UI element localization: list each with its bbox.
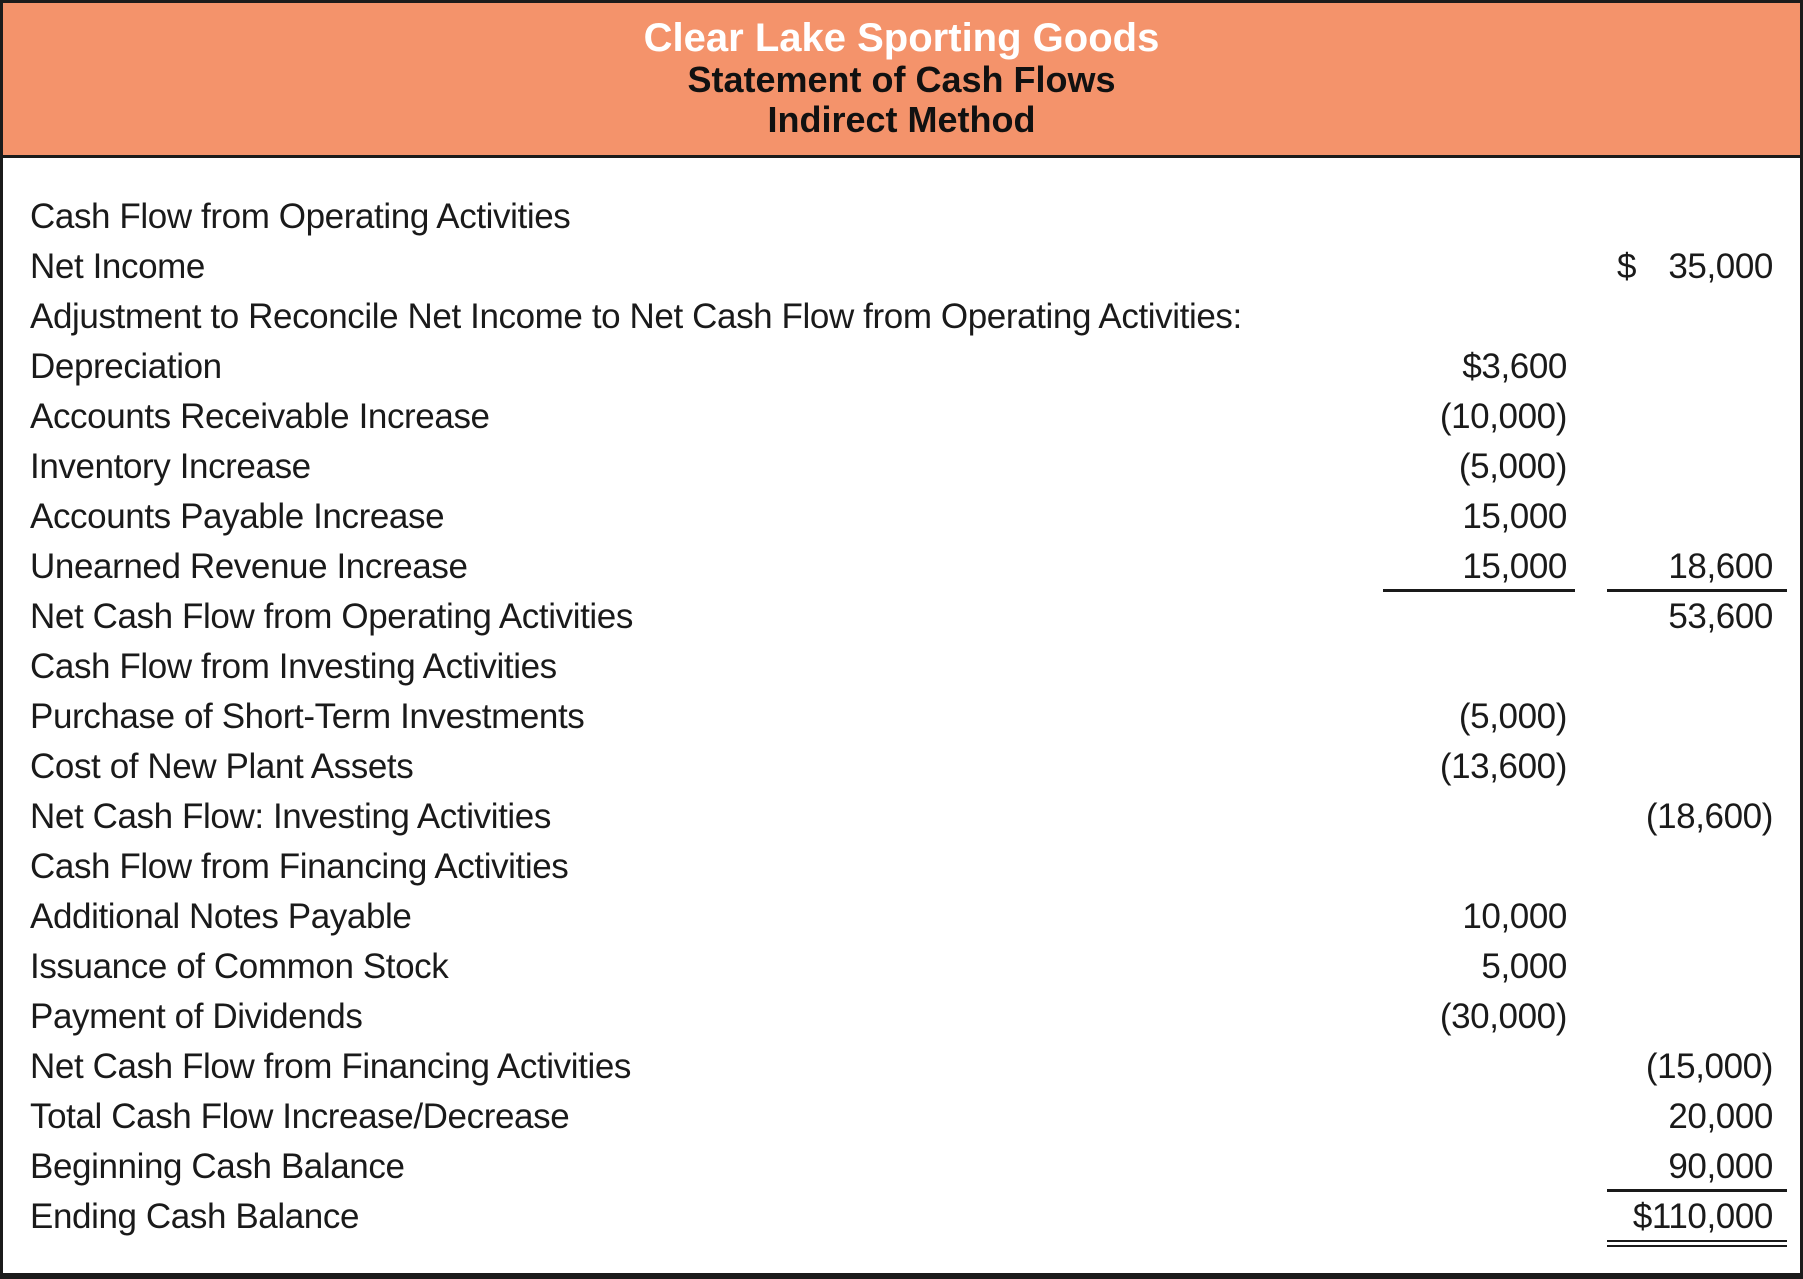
row-amount-outer-column (1607, 492, 1787, 542)
statement-row (3, 242, 1800, 292)
row-amount-outer-column (1607, 642, 1787, 692)
row-amount-inner-column: 10,000 (1462, 897, 1567, 936)
column-gap (1575, 392, 1607, 442)
row-label: Ending Cash Balance (30, 1197, 360, 1236)
column-gap (1575, 792, 1607, 842)
statement-row (3, 942, 1800, 992)
row-label: Beginning Cash Balance (30, 1147, 405, 1186)
row-amount-inner-column (1383, 292, 1575, 342)
column-gap (1575, 592, 1607, 642)
row-label: Total Cash Flow Increase/Decrease (30, 1097, 570, 1136)
statement-row (3, 642, 1800, 692)
statement-method: Indirect Method (767, 99, 1036, 140)
row-amount-outer-column (1607, 742, 1787, 792)
statement-row (3, 842, 1800, 892)
row-amount-inner-column (1383, 1192, 1575, 1242)
column-gap (1575, 542, 1607, 592)
row-amount-outer-column: 20,000 (1668, 1097, 1773, 1136)
column-gap (1575, 842, 1607, 892)
currency-symbol: $ (1617, 247, 1637, 286)
row-amount-inner-column (1383, 1092, 1575, 1142)
row-amount-outer-column (1607, 292, 1787, 342)
column-gap (1575, 342, 1607, 392)
column-gap (1575, 1192, 1607, 1242)
statement-row (3, 292, 1800, 342)
column-gap (1575, 492, 1607, 542)
row-label: Unearned Revenue Increase (30, 547, 468, 586)
row-amount-inner-column: 15,000 (1383, 542, 1575, 592)
column-gap (1575, 692, 1607, 742)
row-amount-inner-column (1383, 1142, 1575, 1192)
row-amount-inner-column (1383, 842, 1575, 892)
row-amount-outer-column: 90,000 (1607, 1142, 1787, 1192)
statement-header (3, 3, 1800, 158)
row-amount-outer-column (1607, 842, 1787, 892)
row-label: Issuance of Common Stock (30, 947, 449, 986)
row-label: Adjustment to Reconcile Net Income to Net Cash Flow from Operating Activities: (30, 297, 1242, 336)
statement-row (3, 992, 1800, 1042)
column-gap (1575, 742, 1607, 792)
row-amount-outer-column (1607, 892, 1787, 942)
statement-row (3, 392, 1800, 442)
column-gap (1575, 892, 1607, 942)
column-gap (1575, 192, 1607, 242)
row-amount-outer-column (1607, 442, 1787, 492)
row-label: Net Cash Flow from Financing Activities (30, 1047, 632, 1086)
row-label: Cost of New Plant Assets (30, 747, 414, 786)
row-label: Payment of Dividends (30, 997, 363, 1036)
row-label: Net Cash Flow: Investing Activities (30, 797, 551, 836)
row-amount-inner-column: (5,000) (1458, 447, 1567, 486)
row-label: Accounts Payable Increase (30, 497, 445, 536)
row-amount-outer-column (1607, 692, 1787, 742)
statement-body (3, 158, 1800, 1242)
row-amount-inner-column: 15,000 (1462, 497, 1567, 536)
statement-row (3, 1142, 1800, 1192)
row-amount-outer-column (1607, 392, 1787, 442)
row-label: Net Cash Flow from Operating Activities (30, 597, 633, 636)
row-amount-inner-column (1383, 1042, 1575, 1092)
column-gap (1575, 1142, 1607, 1192)
statement-row (3, 892, 1800, 942)
statement-row (3, 442, 1800, 492)
column-gap (1575, 942, 1607, 992)
row-amount-outer-column: 53,600 (1668, 597, 1773, 636)
row-label: Net Income (30, 247, 205, 286)
column-gap (1575, 642, 1607, 692)
company-name: Clear Lake Sporting Goods (643, 16, 1160, 60)
row-amount-outer-column (1607, 942, 1787, 992)
statement-row (3, 592, 1800, 642)
statement-row (3, 1092, 1800, 1142)
row-amount-inner-column: 5,000 (1481, 947, 1567, 986)
statement-title: Statement of Cash Flows (687, 59, 1116, 100)
row-amount-inner-column (1383, 242, 1575, 292)
row-amount-outer-column (1607, 342, 1787, 392)
row-amount-inner-column: (5,000) (1458, 697, 1567, 736)
row-label: Purchase of Short-Term Investments (30, 697, 585, 736)
statement-row (3, 342, 1800, 392)
column-gap (1575, 242, 1607, 292)
row-label: Cash Flow from Operating Activities (30, 197, 571, 236)
row-amount-inner-column (1383, 642, 1575, 692)
row-amount-inner-column: (13,600) (1439, 747, 1567, 786)
row-label: Inventory Increase (30, 447, 311, 486)
row-label: Additional Notes Payable (30, 897, 412, 936)
row-amount-inner-column (1383, 192, 1575, 242)
statement-row (3, 1192, 1800, 1242)
row-amount-outer-column: (18,600) (1645, 797, 1773, 836)
row-amount-inner-column: $3,600 (1462, 347, 1567, 386)
column-gap (1575, 1092, 1607, 1142)
statement-row (3, 792, 1800, 842)
statement-row (3, 742, 1800, 792)
statement-row (3, 492, 1800, 542)
row-amount-outer-column (1607, 192, 1787, 242)
column-gap (1575, 992, 1607, 1042)
row-amount-outer-column: $110,000 (1607, 1192, 1787, 1242)
row-amount-inner-column: (10,000) (1439, 397, 1567, 436)
column-gap (1575, 442, 1607, 492)
statement-row (3, 1042, 1800, 1092)
row-amount-inner-column (1383, 592, 1575, 642)
row-label: Cash Flow from Financing Activities (30, 847, 569, 886)
row-label: Cash Flow from Investing Activities (30, 647, 557, 686)
statement-row (3, 192, 1800, 242)
row-amount-inner-column: (30,000) (1439, 997, 1567, 1036)
statement-row (3, 542, 1800, 592)
row-label: Depreciation (30, 347, 222, 386)
row-amount-outer-column (1607, 992, 1787, 1042)
column-gap (1575, 1042, 1607, 1092)
row-amount-inner-column (1383, 792, 1575, 842)
row-amount-outer-column: $ 35,000 (1607, 242, 1787, 292)
row-label: Accounts Receivable Increase (30, 397, 490, 436)
row-amount-outer-column: 18,600 (1607, 542, 1787, 592)
column-gap (1575, 292, 1607, 342)
row-amount-outer-column: (15,000) (1645, 1047, 1773, 1086)
statement-row (3, 692, 1800, 742)
